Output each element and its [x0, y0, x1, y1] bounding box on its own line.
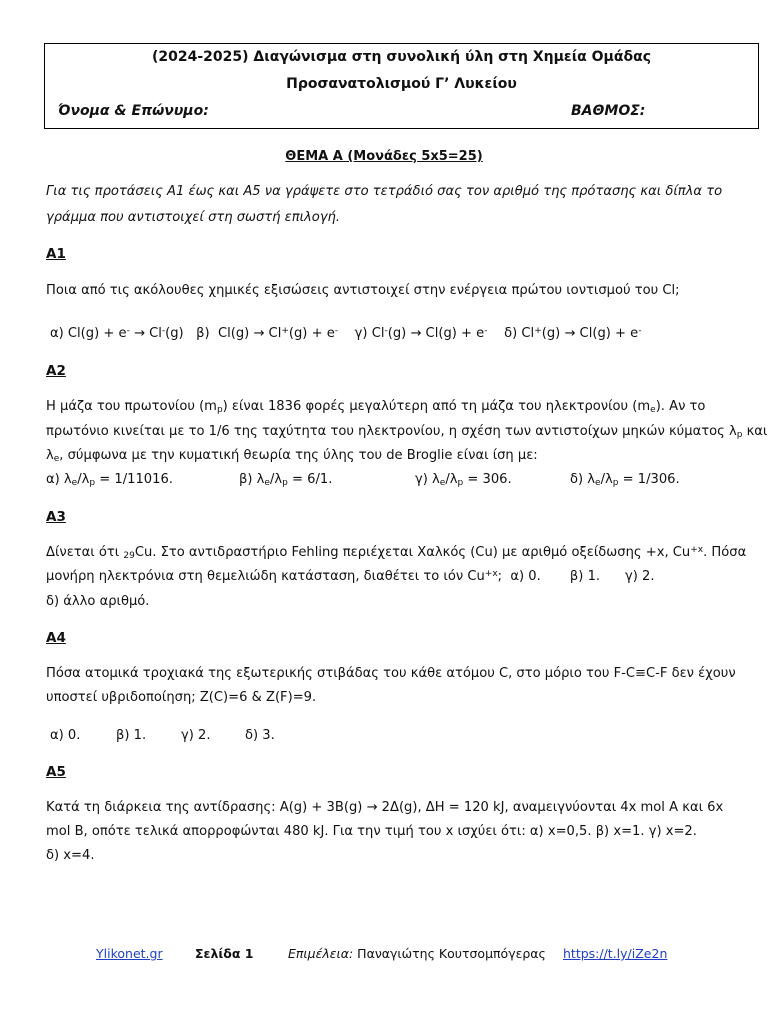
question-a2-line1: Η μάζα του πρωτονίου $(m_p)$ είναι 1836 φορές μεγαλύτερη από τη μάζα του ηλεκτρονίου $(m_e)$. Αν το — [46, 399, 706, 415]
question-a2-option-c: γ) $\lambda_e/\lambda_p = 306$. — [415, 472, 512, 488]
question-a2-line2: πρωτόνιο κινείται με το 1/6 της ταχύτητα του ηλεκτρονίου, η σχέση των αντιστοίχων μηκών κύματος $\lambda_p$ και — [46, 424, 768, 440]
question-a4-option-a: α) 0. — [50, 728, 81, 743]
question-a3-line1: Δίνεται ότι $_{29}$Cu. Στο αντιδραστήριο Fehling περιέχεται Χαλκός (Cu) με αριθμό οξείδωσης +x, $Cu^{+x}$. Πόσα — [46, 545, 747, 561]
question-a3-label: Α3 — [46, 509, 66, 525]
question-a2-option-d: δ) $\lambda_e/\lambda_p = 1/306$. — [570, 472, 680, 488]
footer-short-link[interactable]: https://t.ly/iZe2n — [563, 946, 668, 961]
question-a5-label: Α5 — [46, 764, 66, 780]
question-a5-line3: δ) x=4. — [46, 848, 95, 863]
grade-label: ΒΑΘΜΟΣ: — [571, 103, 646, 119]
question-a4-option-b: β) 1. — [116, 728, 147, 743]
exam-title-line2: Προσανατολισμού Γ’ Λυκείου — [286, 76, 517, 92]
instructions-line2: γράμμα που αντιστοιχεί στη σωστή επιλογή. — [46, 210, 340, 225]
question-a4-option-d: δ) 3. — [245, 728, 275, 743]
question-a3-line3: δ) άλλο αριθμό. — [46, 594, 150, 609]
question-a2-label: Α2 — [46, 363, 66, 379]
question-a5-line2: mol B, οπότε τελικά απορροφώνται 480 kJ. Για την τιμή του x ισχύει ότι: α) x=0,5. β) x=1. γ) x=2. — [46, 824, 697, 839]
question-a4-line2: υποστεί υβριδοποίηση; Z(C)=6 & Z(F)=9. — [46, 690, 317, 705]
question-a1-options: α) Cl(g) + e- → Cl-(g) β) Cl(g) → Cl+(g) + e- γ) Cl-(g) → Cl(g) + e- δ) Cl+(g) → Cl(g) + e- — [50, 326, 642, 341]
question-a1-label: Α1 — [46, 246, 66, 262]
exam-title-line1: (2024-2025) Διαγώνισμα στη συνολική ύλη στη Χημεία Ομάδας — [152, 49, 651, 65]
header-box — [44, 43, 759, 129]
footer-editor — [288, 946, 546, 961]
question-a1-text: Ποια από τις ακόλουθες χημικές εξισώσεις αντιστοιχεί στην ενέργεια πρώτου ιοντισμού του Cl; — [46, 283, 680, 298]
question-a4-line1: Πόσα ατομικά τροχιακά της εξωτερικής στιβάδας του κάθε ατόμου C, στο μόριο του F-C≡C-F δεν έχουν — [46, 666, 736, 681]
question-a4-option-c: γ) 2. — [181, 728, 211, 743]
question-a5-line1: Κατά τη διάρκεια της αντίδρασης: A(g) + 3B(g) → 2Δ(g), ΔΗ = 120 kJ, αναμειγνύονται 4x mol A και 6x — [46, 800, 724, 815]
question-a2-line3: $\lambda_e$, σύμφωνα με την κυματική θεωρία της ύλης του de Broglie είναι ίση με: — [46, 448, 538, 464]
name-label: Όνομα & Επώνυμο: — [58, 103, 209, 119]
question-a2-option-b: β) $\lambda_e/\lambda_p = 6/1$. — [239, 472, 333, 488]
question-a3-line2: μονήρη ηλεκτρόνια στη θεμελιώδη κατάσταση, διαθέτει το ιόν $Cu^{+x}$; α) 0. β) 1. γ) 2. — [46, 569, 655, 584]
instructions-line1: Για τις προτάσεις Α1 έως και Α5 να γράψετε στο τετράδιό σας τον αριθμό της πρότασης και δίπλα το — [46, 184, 723, 199]
footer-editor-name: Παναγιώτης Κουτσομπόγερας — [353, 946, 546, 961]
question-a2-option-a: α) $\lambda_e/\lambda_p = 1/11016$. — [46, 472, 173, 488]
question-a4-label: Α4 — [46, 630, 66, 646]
footer-page-number: Σελίδα 1 — [195, 946, 254, 961]
theme-title: ΘΕΜΑ Α (Μονάδες 5x5=25) — [285, 149, 483, 164]
footer-site-link[interactable]: Ylikonet.gr — [96, 946, 163, 961]
footer-editor-label: Επιμέλεια: — [288, 946, 354, 961]
